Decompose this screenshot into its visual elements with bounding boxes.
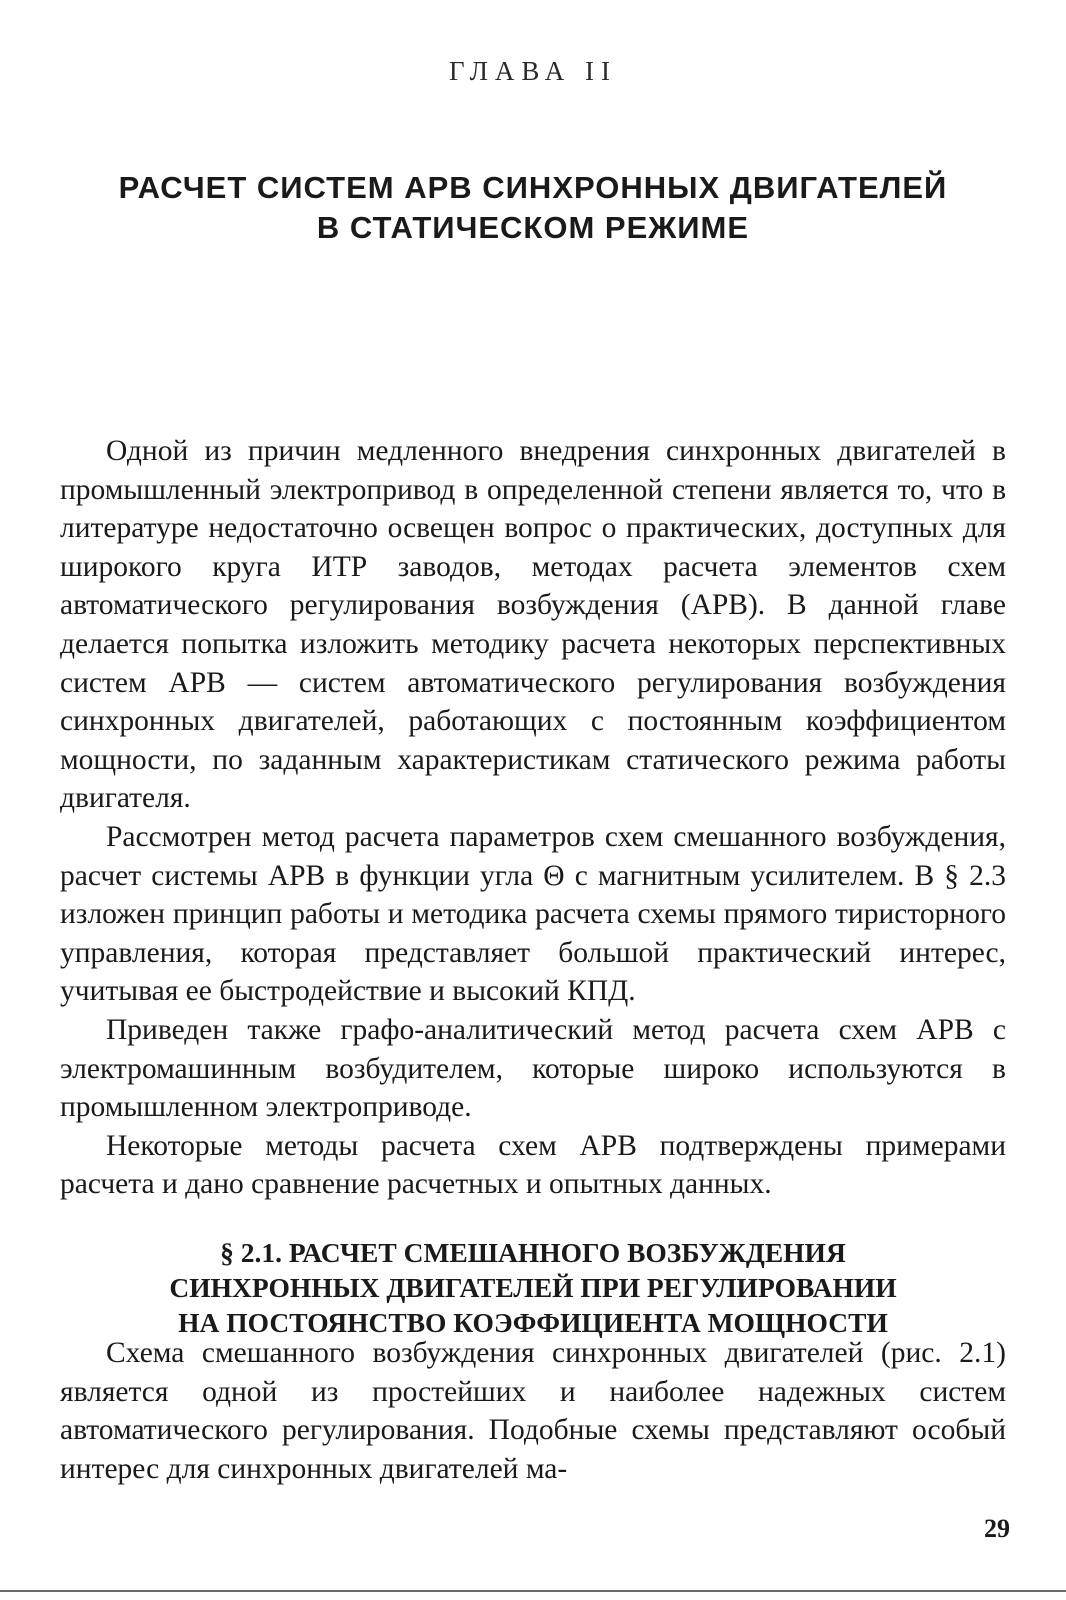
chapter-label: ГЛАВА II xyxy=(449,56,617,86)
intro-paragraph-3: Приведен также графо-аналитический метод расчета схем АРВ с электромашинным возбудителем, которые широко используются в промышленном электроприводе. xyxy=(60,1013,1006,1124)
intro-paragraph-2: Рассмотрен метод расчета параметров схем смешанного возбуждения, расчет системы АРВ в функции угла Θ с магнитным усилителем. В § 2.3 изложен принцип работы и методика расчета схемы прямого тиристорного управления, которая представляет большой практический интерес, учитывая ее быстродействие и высокий КПД. xyxy=(60,820,1006,1008)
chapter-title-line-2: В СТАТИЧЕСКОМ РЕЖИМЕ xyxy=(316,210,750,245)
page-number: 29 xyxy=(984,1514,1010,1543)
chapter-title-line-1: РАСЧЕТ СИСТЕМ АРВ СИНХРОННЫХ ДВИГАТЕЛЕЙ xyxy=(118,170,948,205)
intro-paragraph-1: Одной из причин медленного внедрения синхронных двигателей в промышленный электропривод в определенной степени является то, что в литературе недостаточно освещен вопрос о практических, доступных для широкого круга ИТР заводов, методах расчета элементов схем автоматического регулирования возбуждения (АРВ). В данной главе делается попытка изложить методику расчета некоторых перспективных систем АРВ — систем автоматического регулирования возбуждения синхронных двигателей, работающих с постоянным коэффициентом мощности, по заданным характеристикам статического режима работы двигателя. xyxy=(60,435,1006,815)
intro-paragraph-4: Некоторые методы расчета схем АРВ подтверждены примерами расчета и дано сравнение расчетных и опытных данных. xyxy=(60,1129,1006,1201)
section-heading-line-1: § 2.1. РАСЧЕТ СМЕШАННОГО ВОЗБУЖДЕНИЯ xyxy=(220,1237,846,1268)
bottom-rule xyxy=(0,1590,1066,1592)
section-heading-line-3: НА ПОСТОЯНСТВО КОЭФФИЦИЕНТА МОЩНОСТИ xyxy=(178,1307,888,1338)
section-text xyxy=(60,1334,1006,1488)
section-heading-line-2: СИНХРОННЫХ ДВИГАТЕЛЕЙ ПРИ РЕГУЛИРОВАНИИ xyxy=(169,1272,897,1303)
chapter-title xyxy=(60,168,1006,248)
section-paragraph-1: Схема смешанного возбуждения синхронных двигателей (рис. 2.1) является одной из простейших и наиболее надежных систем автоматического регулирования. Подобные схемы представляют особый интерес для синхронных двигателей ма- xyxy=(60,1337,1006,1485)
intro-text xyxy=(60,432,1006,1204)
section-heading xyxy=(60,1235,1006,1340)
